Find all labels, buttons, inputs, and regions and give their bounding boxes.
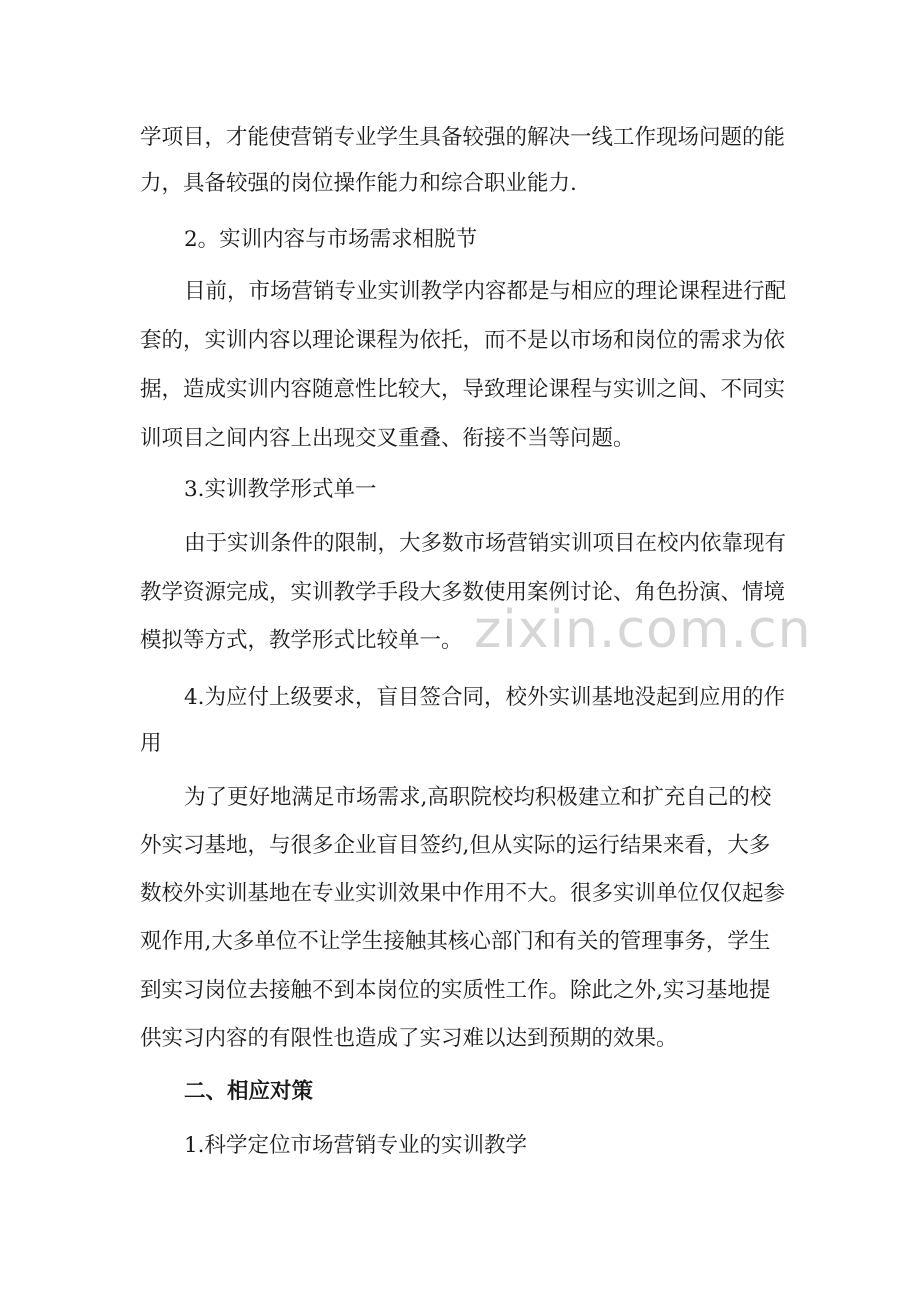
text-line-content: 训项目之间内容上出现交叉重叠、衔接不当等问题。: [140, 426, 635, 451]
text-line-content: 数校外实训基地在专业实训效果中作用不大。很多实训单位仅仅起参: [140, 881, 786, 906]
text-line-content: 学项目，才能使营销专业学生具备较强的解决一线工作现场问题的能: [140, 125, 786, 150]
text-line: [0, 370, 920, 410]
text-line-content: 1.科学定位市场营销专业的实训教学: [184, 1133, 528, 1158]
text-line: [0, 778, 920, 818]
text-line-content: 供实习内容的有限性也造成了实习难以达到预期的效果。: [140, 1026, 678, 1051]
section-subheading: [0, 470, 920, 510]
text-line: [0, 321, 920, 361]
text-line-content: 二、相应对策: [184, 1079, 314, 1104]
text-line-content: 2。实训内容与市场需求相脱节: [184, 227, 478, 252]
text-line: [0, 826, 920, 866]
text-line: [0, 118, 920, 158]
text-line: [0, 1019, 920, 1059]
section-subheading: [0, 678, 920, 718]
text-line: [0, 971, 920, 1011]
text-line-content: 用: [140, 731, 162, 756]
text-line: [0, 164, 920, 204]
text-line-content: 目前，市场营销专业实训教学内容都是与相应的理论课程进行配: [184, 279, 787, 304]
text-line-content: 4.为应付上级要求，盲目签合同，校外实训基地没起到应用的作: [184, 685, 786, 710]
text-line-content: 观作用,大多单位不让学生接触其核心部门和有关的管理事务，学生: [140, 929, 771, 954]
text-line-content: 外实习基地，与很多企业盲目签约,但从实际的运行结果来看，大多: [140, 833, 771, 858]
text-line: [0, 524, 920, 564]
section-heading: [0, 1072, 920, 1112]
text-line-content: 据，造成实训内容随意性比较大，导致理论课程与实训之间、不同实: [140, 377, 786, 402]
text-line-content: 3.实训教学形式单一: [184, 477, 377, 502]
text-line-content: 到实习岗位去接触不到本岗位的实质性工作。除此之外,实习基地提: [140, 978, 771, 1003]
text-line: [0, 922, 920, 962]
text-line: [0, 874, 920, 914]
text-line: [0, 419, 920, 459]
text-line-content: 模拟等方式，教学形式比较单一。: [140, 628, 463, 653]
text-line-content: 为了更好地满足市场需求,高职院校均积极建立和扩充自己的校: [184, 785, 772, 810]
watermark: zixin.com.cn: [474, 600, 812, 660]
text-line-content: 教学资源完成，实训教学手段大多数使用案例讨论、角色扮演、情境: [140, 580, 786, 605]
text-line: [0, 724, 920, 764]
section-subheading: [0, 1126, 920, 1166]
text-line-content: 力，具备较强的岗位操作能力和综合职业能力.: [140, 171, 577, 196]
text-line-content: 套的，实训内容以理论课程为依托，而不是以市场和岗位的需求为依: [140, 328, 786, 353]
section-subheading: [0, 220, 920, 260]
text-line: [0, 272, 920, 312]
text-line-content: 由于实训条件的限制，大多数市场营销实训项目在校内依靠现有: [184, 531, 787, 556]
